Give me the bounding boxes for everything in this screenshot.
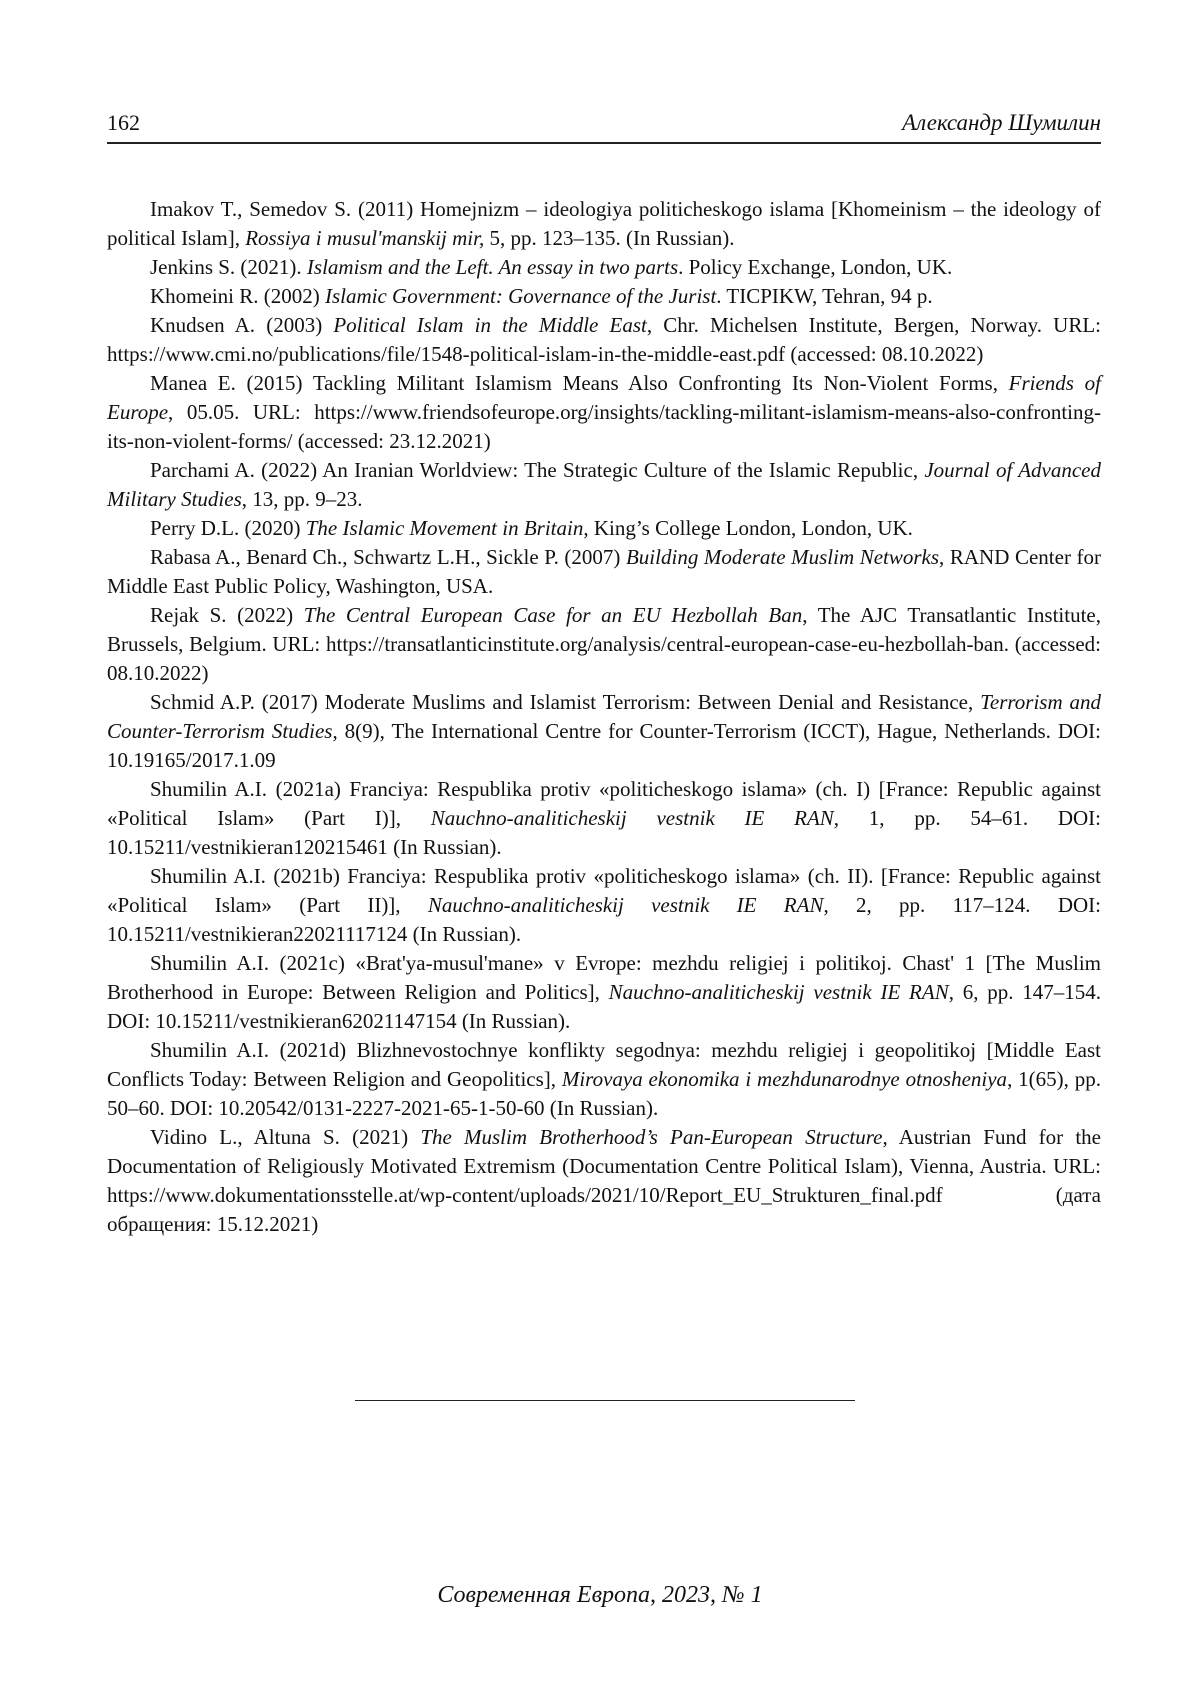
reference-entry (107, 282, 1101, 311)
reference-entry (107, 601, 1101, 688)
reference-entry (107, 543, 1101, 601)
reference-source-title: Mirovaya ekonomika i mezhdunarodnye otnosheniya (561, 1067, 1008, 1091)
page-number: 162 (107, 110, 140, 135)
reference-source-title: Terrorism and Counter-Terrorism Studies (107, 690, 1102, 743)
reference-text: Rabasa A., Benard Ch., Schwartz L.H., Sickle P. (2007) (150, 545, 626, 569)
reference-source-title: Nauchno-analiticheskij vestnik IE RAN (608, 980, 949, 1004)
reference-text: 5, pp. 123–135. (In Russian). (484, 226, 735, 250)
reference-text: , 6, pp. 147–154. DOI: 10.15211/vestnikieran62021147154 (In Russian). (107, 980, 1102, 1033)
reference-text: Shumilin A.I. (2021b) Franciya: Respublika protiv «politicheskogo islama» (ch. II). [France: Republic against «Political Islam» (Part II)], (107, 864, 1101, 917)
reference-entry (107, 253, 1101, 282)
reference-entry (107, 1036, 1101, 1123)
page-header (107, 104, 1101, 144)
reference-text: , 13, pp. 9–23. (241, 487, 363, 511)
reference-text: , 1(65), pp. 50–60. DOI: 10.20542/0131-2227-2021-65-1-50-60 (In Russian). (107, 1067, 1101, 1120)
reference-text: Perry D.L. (2020) (150, 516, 306, 540)
reference-source-title: Journal of Advanced Military Studies (107, 458, 1101, 511)
reference-source-title: Rossiya i musul'manskij mir, (245, 226, 485, 250)
reference-list (107, 195, 1101, 1239)
reference-entry (107, 456, 1101, 514)
reference-entry (107, 949, 1101, 1036)
reference-text: , 8(9), The International Centre for Counter-Terrorism (ICCT), Hague, Netherlands. DOI: 10.19165/2017.1.09 (107, 719, 1101, 772)
reference-entry (107, 195, 1101, 253)
reference-text: , RAND Center for Middle East Public Policy, Washington, USA. (107, 545, 1102, 598)
reference-entry (107, 1123, 1101, 1239)
reference-source-title: Building Moderate Muslim Networks (625, 545, 940, 569)
reference-text: Shumilin A.I. (2021c) «Brat'ya-musul'mane» v Evrope: mezhdu religiej i politikoj. Chast' 1 [The Muslim Brotherhood in Europe: Between Religion and Politics], (107, 951, 1101, 1004)
reference-text: Schmid A.P. (2017) Moderate Muslims and Islamist Terrorism: Between Denial and Resistance, (150, 690, 981, 714)
reference-text: . Policy Exchange, London, UK. (678, 255, 953, 279)
footer-journal: Современная Европа, 2023, № 1 (437, 1582, 763, 1608)
reference-entry (107, 688, 1101, 775)
reference-text: , 05.05. URL: https://www.friendsofeurope.org/insights/tackling-militant-islamism-means-also-confronting-its-non-violent-forms/ (accessed: 23.12.2021) (107, 400, 1101, 453)
reference-source-title: Nauchno-analiticheskij vestnik IE RAN (427, 893, 824, 917)
reference-text: Knudsen A. (2003) (150, 313, 334, 337)
reference-text: Manea E. (2015) Tackling Militant Islamism Means Also Confronting Its Non-Violent Forms, (150, 371, 1009, 395)
reference-source-title: Political Islam in the Middle East (333, 313, 647, 337)
reference-entry (107, 775, 1101, 862)
reference-entry (107, 514, 1101, 543)
reference-text: , The AJC Transatlantic Institute, Brussels, Belgium. URL: https://transatlanticinstitute.org/analysis/central-european-case-eu-hezbollah-ban. (accessed: 08.10.2022) (107, 603, 1101, 685)
reference-entry (107, 369, 1101, 456)
reference-text: . TICPIKW, Tehran, 94 p. (716, 284, 933, 308)
reference-text: Jenkins S. (2021). (150, 255, 307, 279)
reference-entry (107, 311, 1101, 369)
reference-source-title: Islamic Government: Governance of the Jurist (324, 284, 717, 308)
reference-text: , King’s College London, London, UK. (583, 516, 913, 540)
end-rule (355, 1400, 855, 1401)
reference-source-title: The Islamic Movement in Britain (305, 516, 584, 540)
reference-source-title: The Muslim Brotherhood’s Pan-European Structure (420, 1125, 883, 1149)
reference-text: Rejak S. (2022) (150, 603, 304, 627)
reference-text: , Austrian Fund for the Documentation of Religiously Motivated Extremism (Documentation Centre Political Islam), Vienna, Austria. URL: https://www.dokumentationsstelle.at/wp-content/uploads/2021/10/Report_EU_Strukturen_final.pdf (дата обращения: 15.12.2021) (107, 1125, 1101, 1236)
reference-source-title: The Central European Case for an EU Hezbollah Ban (303, 603, 803, 627)
reference-source-title: Friends of Europe (107, 371, 1101, 424)
reference-text: , Chr. Michelsen Institute, Bergen, Norway. URL: https://www.cmi.no/publications/file/1548-political-islam-in-the-middle-east.pdf (accessed: 08.10.2022) (107, 313, 1101, 366)
running-title: Александр Шумилин (902, 110, 1101, 135)
reference-text: Shumilin A.I. (2021a) Franciya: Respublika protiv «politicheskogo islama» (ch. I) [France: Republic against «Political Islam» (Part I)], (107, 777, 1101, 830)
reference-text: Parchami A. (2022) An Iranian Worldview: The Strategic Culture of the Islamic Republic, (150, 458, 925, 482)
reference-text: Imakov T., Semedov S. (2011) Homejnizm – ideologiya politicheskogo islama [Khomeinism – the ideology of political Islam], (107, 197, 1101, 250)
reference-entry (107, 862, 1101, 949)
reference-text: Khomeini R. (2002) (150, 284, 325, 308)
header-rule (107, 142, 1101, 144)
reference-source-title: Nauchno-analiticheskij vestnik IE RAN, (430, 806, 840, 830)
reference-text: Shumilin A.I. (2021d) Blizhnevostochnye konflikty segodnya: mezhdu religiej i geopolitikoj [Middle East Conflicts Today: Between Religion and Geopolitics], (107, 1038, 1101, 1091)
reference-text: Vidino L., Altuna S. (2021) (150, 1125, 421, 1149)
reference-text: , 2, pp. 117–124. DOI: 10.15211/vestnikieran22021117124 (In Russian). (107, 893, 1101, 946)
reference-source-title: Islamism and the Left. An essay in two parts (306, 255, 679, 279)
reference-text: 1, pp. 54–61. DOI: 10.15211/vestnikieran120215461 (In Russian). (107, 806, 1102, 859)
